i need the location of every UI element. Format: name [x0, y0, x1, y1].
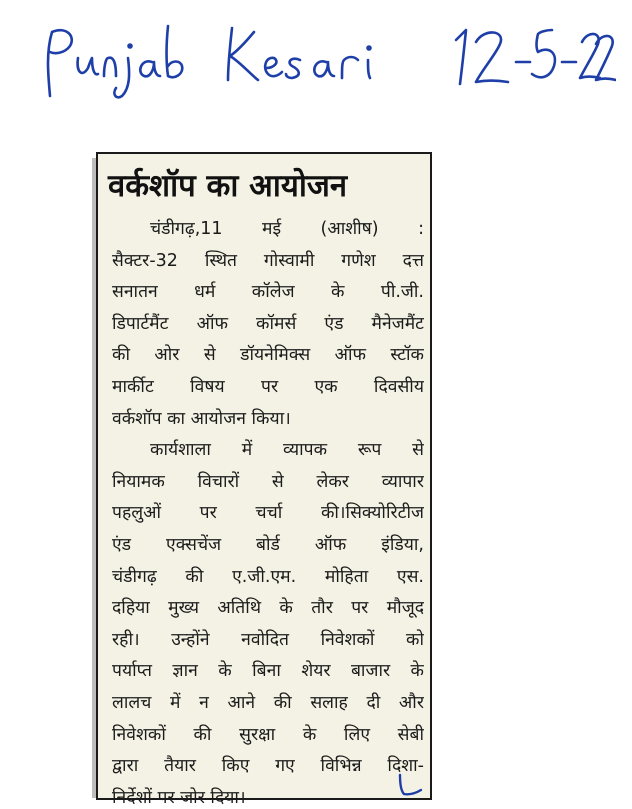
article-line: वर्कशॉप का आयोजन किया।	[112, 408, 291, 429]
article-line: मार्कीट विषय पर एक दिवसीय	[112, 376, 424, 397]
article-line: चंडीगढ़ की ए.जी.एम. मोहिता एस.	[112, 566, 424, 587]
article-line: सैक्टर-32 स्थित गोस्वामी गणेश दत्त	[112, 250, 424, 271]
article-line: निर्देशों पर जोर दिया।	[112, 787, 246, 808]
article-line: पर्याप्त ज्ञान के बिना शेयर बाजार के	[112, 661, 424, 682]
article-line: पहलुओं पर चर्चा की।सिक्योरिटीज	[112, 503, 424, 524]
article-line: लालच में न आने की सलाह दी और	[112, 692, 424, 713]
article-body	[112, 214, 424, 809]
article-line: रही। उन्होंने नवोदित निवेशकों को	[112, 629, 424, 650]
article-line: चंडीगढ़,11 मई (आशीष) :	[150, 219, 424, 239]
article-headline: वर्कशॉप का आयोजन	[108, 168, 348, 204]
article-line: नियामक विचारों से लेकर व्यापार	[112, 471, 424, 492]
check-mark-icon	[396, 773, 424, 797]
article-line: द्वारा तैयार किए गए विभिन्न दिशा-	[112, 756, 424, 777]
article-line: निवेशकों की सुरक्षा के लिए सेबी	[112, 724, 424, 745]
article-line: कार्यशाला में व्यापक रूप से	[150, 440, 424, 461]
newspaper-clipping	[96, 152, 432, 808]
article-line: एंड एक्सचेंज बोर्ड ऑफ इंडिया,	[112, 534, 424, 555]
article-line: की ओर से डॉयनेमिक्स ऑफ स्टॉक	[112, 345, 424, 366]
handwritten-annotation	[36, 22, 616, 102]
article-line: सनातन धर्म कॉलेज के पी.जी.	[112, 282, 424, 303]
article-line: डिपार्टमैंट ऑफ कॉमर्स एंड मैनेजमैंट	[112, 313, 424, 334]
article-line: दहिया मुख्य अतिथि के तौर पर मौजूद	[112, 598, 424, 619]
